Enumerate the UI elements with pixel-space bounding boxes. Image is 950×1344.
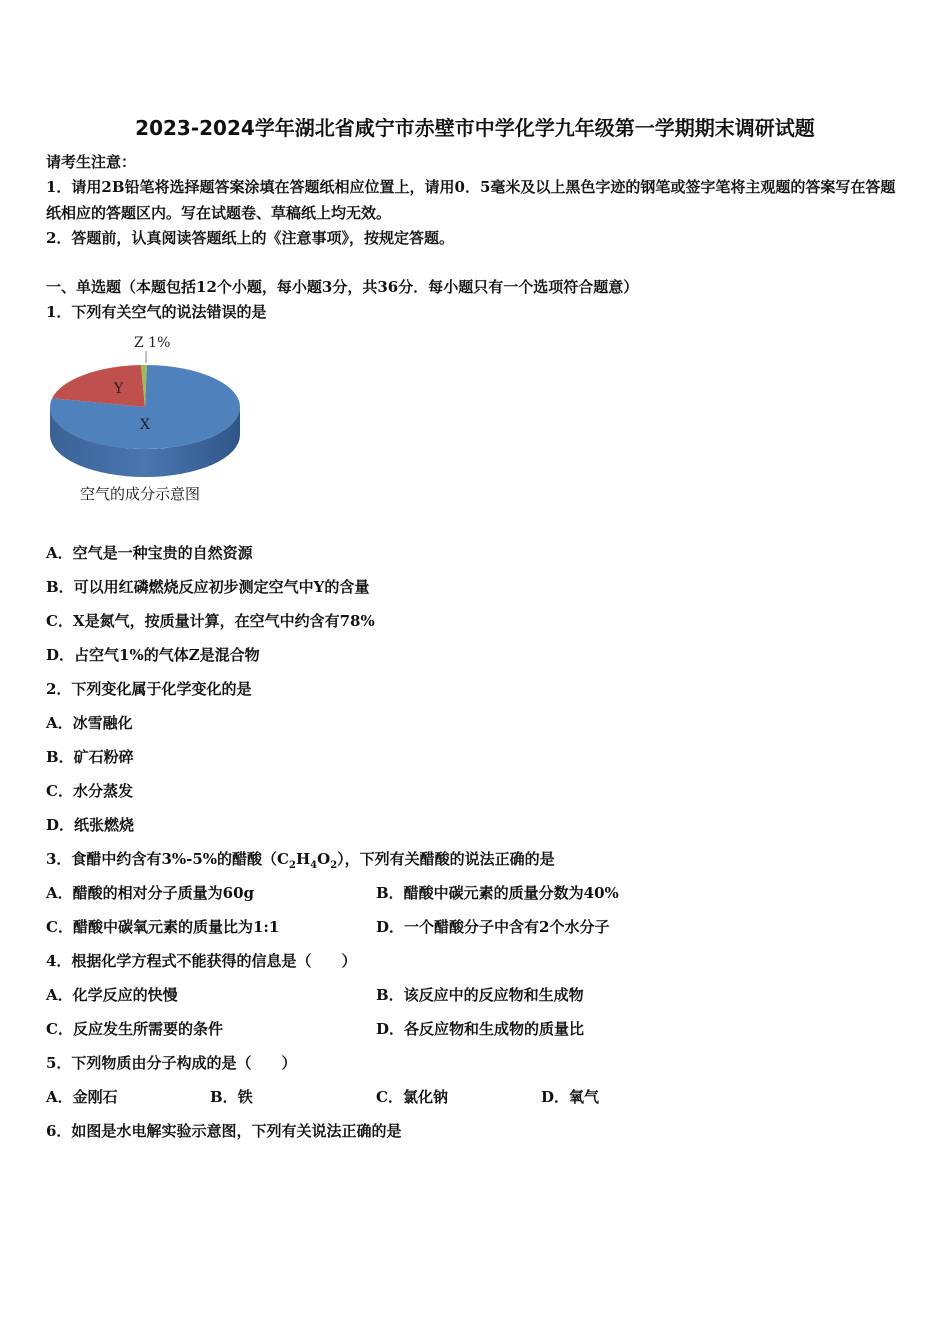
q3-option-d: D．一个醋酸分子中含有2个水分子 — [376, 918, 610, 936]
q1-option-c: C．X是氮气，按质量计算，在空气中约含有78% — [46, 612, 375, 630]
q5-option-a: A．金刚石 — [46, 1088, 118, 1106]
question-5-stem: 5．下列物质由分子构成的是（ ） — [46, 1054, 297, 1072]
question-6-stem: 6．如图是水电解实验示意图，下列有关说法正确的是 — [46, 1122, 402, 1140]
chart-title: 空气的成分示意图 — [80, 485, 201, 503]
q1-option-b: B．可以用红磷燃烧反应初步测定空气中Y的含量 — [46, 578, 370, 596]
q2-option-c: C．水分蒸发 — [46, 782, 133, 800]
q4-option-a: A．化学反应的快慢 — [46, 986, 178, 1004]
q3-option-c: C．醋酸中碳氧元素的质量比为1:1 — [46, 918, 280, 936]
pie-label-x: X — [140, 417, 150, 433]
q5-option-c: C．氯化钠 — [376, 1088, 448, 1106]
q4-option-c: C．反应发生所需要的条件 — [46, 1020, 223, 1038]
section-heading: 一、单选题（本题包括12个小题，每小题3分，共36分．每小题只有一个选项符合题意） — [46, 278, 639, 296]
pie-label-z: Z 1% — [134, 335, 171, 351]
question-1-stem: 1．下列有关空气的说法错误的是 — [46, 303, 267, 321]
q3-option-b: B．醋酸中碳元素的质量分数为40% — [376, 884, 619, 902]
q5-option-d: D．氧气 — [541, 1088, 600, 1106]
q2-option-d: D．纸张燃烧 — [46, 816, 135, 834]
q1-option-d: D．占空气1%的气体Z是混合物 — [46, 646, 260, 664]
q2-option-a: A．冰雪融化 — [46, 714, 133, 732]
q2-option-b: B．矿石粉碎 — [46, 748, 134, 766]
q4-option-b: B．该反应中的反应物和生成物 — [376, 986, 584, 1004]
notice-header: 请考生注意： — [46, 153, 137, 171]
question-4-stem: 4．根据化学方程式不能获得的信息是（ ） — [46, 952, 357, 970]
q1-option-a: A．空气是一种宝贵的自然资源 — [46, 544, 253, 562]
q5-option-b: B．铁 — [210, 1088, 253, 1106]
pie-label-y: Y — [114, 381, 124, 397]
q3-option-a: A．醋酸的相对分子质量为60g — [46, 884, 255, 902]
page-title: 2023-2024学年湖北省咸宁市赤壁市中学化学九年级第一学期期末调研试题 — [135, 116, 815, 140]
question-3-stem: 3．食醋中约含有3%-5%的醋酸$(C_2H_4O_2)$，下列有关醋酸的说法正确的是 — [46, 850, 555, 871]
notice-item-1: 1．请用2B铅笔将选择题答案涂填在答题纸相应位置上，请用0．5毫米及以上黑色字迹的钢笔或签字笔将主观题的答案写在答题纸相应的答题区内。写在试题卷、草稿纸上均无效。 — [46, 178, 896, 222]
notice-item-2: 2．答题前，认真阅读答题纸上的《注意事项》，按规定答题。 — [46, 229, 454, 247]
question-2-stem: 2．下列变化属于化学变化的是 — [46, 680, 252, 698]
q4-option-d: D．各反应物和生成物的质量比 — [376, 1020, 585, 1038]
